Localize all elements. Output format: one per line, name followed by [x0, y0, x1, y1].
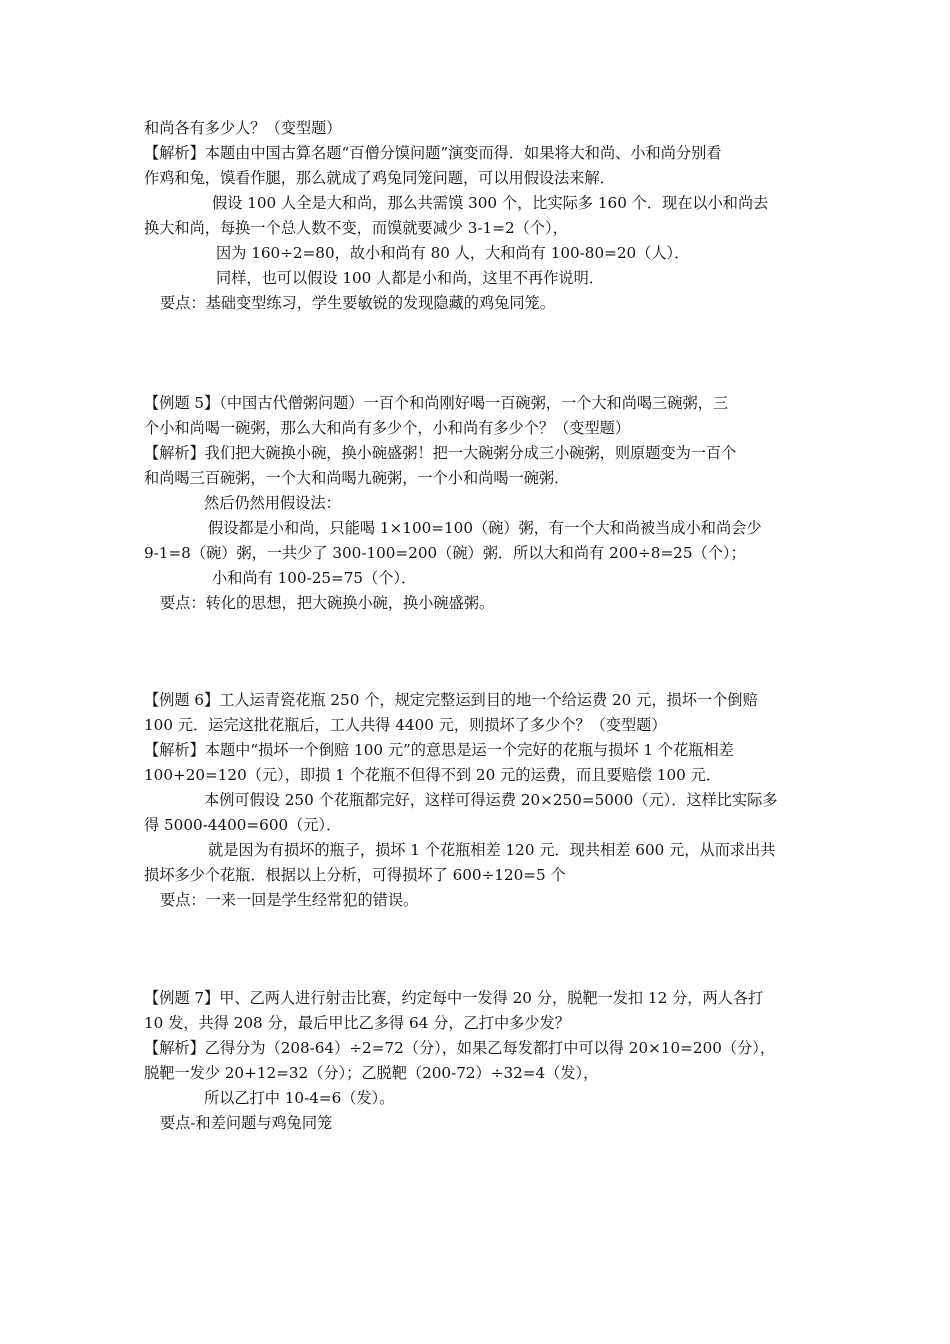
text-line: 【例题 6】工人运青瓷花瓶 250 个，规定完整运到目的地一个给运费 20 元，损坏一个倒赔 — [144, 691, 758, 709]
text-line: 【解析】本题中“损坏一个倒赔 100 元”的意思是运一个完好的花瓶与损坏 1 个花瓶相差 — [144, 741, 734, 759]
text-line: 和尚各有多少人？（变型题） — [144, 119, 342, 137]
text-line: 10 发，共得 208 分，最后甲比乙多得 64 分，乙打中多少发？ — [144, 1014, 570, 1032]
text-line: 脱靶一发少 20+12=32（分）；乙脱靶（200-72）÷32=4（发）， — [144, 1064, 599, 1082]
text-line: 100 元．运完这批花瓶后，工人共得 4400 元，则损坏了多少个？（变型题） — [144, 716, 667, 734]
text-line: 损坏多少个花瓶．根据以上分析，可得损坏了 600÷120=5 个 — [144, 866, 566, 884]
text-line: 小和尚有 100-25=75（个）． — [212, 569, 417, 587]
text-line: 【解析】我们把大碗换小碗，换小碗盛粥！把一大碗粥分成三小碗粥，则原题变为一百个 — [144, 444, 737, 462]
text-line: 就是因为有损坏的瓶子，损坏 1 个花瓶相差 120 元．现共相差 600 元，从而求出共 — [208, 841, 776, 859]
text-line: 同样，也可以假设 100 人都是小和尚，这里不再作说明． — [216, 269, 604, 287]
text-line: 假设 100 人全是大和尚，那么共需馍 300 个，比实际多 160 个．现在以小和尚去 — [212, 194, 769, 212]
text-line: 【例题 5】（中国古代僧粥问题）一百个和尚刚好喝一百碗粥，一个大和尚喝三碗粥，三 — [144, 394, 729, 412]
text-line: 得 5000-4400=600（元）． — [144, 816, 342, 834]
text-line: 换大和尚，每换一个总人数不变，而馍就要减少 3-1=2（个）， — [144, 219, 568, 237]
text-line: 所以乙打中 10-4=6（发）。 — [204, 1089, 395, 1107]
text-line: 要点-和差问题与鸡兔同笼 — [160, 1114, 333, 1132]
text-line: 作鸡和兔，馍看作腿，那么就成了鸡兔同笼问题，可以用假设法来解． — [144, 169, 615, 187]
text-line: 要点：一来一回是学生经常犯的错误。 — [160, 891, 419, 909]
text-line: 100+20=120（元），即损 1 个花瓶不但得不到 20 元的运费，而且要赔偿 100 元． — [144, 766, 721, 784]
text-line: 9-1=8（碗）粥，一共少了 300-100=200（碗）粥．所以大和尚有 200÷8=25（个）； — [144, 544, 746, 562]
text-line: 要点：基础变型练习，学生要敏锐的发现隐藏的鸡兔同笼。 — [160, 294, 555, 312]
text-line: 然后仍然用假设法： — [204, 494, 341, 512]
text-line: 要点：转化的思想，把大碗换小碗，换小碗盛粥。 — [160, 594, 495, 612]
text-line: 【解析】乙得分为（208-64）÷2=72（分），如果乙每发都打中可以得 20×10=200（分）， — [144, 1039, 776, 1057]
text-line: 本例可假设 250 个花瓶都完好，这样可得运费 20×250=5000（元）．这样比实际多 — [204, 791, 778, 809]
text-line: 【例题 7】甲、乙两人进行射击比赛，约定每中一发得 20 分，脱靶一发扣 12 分，两人各打 — [144, 989, 764, 1007]
text-line: 因为 160÷2=80，故小和尚有 80 人，大和尚有 100-80=20（人）． — [216, 244, 690, 262]
text-line: 【解析】本题由中国古算名题“百僧分馍问题”演变而得．如果将大和尚、小和尚分别看 — [144, 144, 722, 162]
text-line: 假设都是小和尚，只能喝 1×100=100（碗）粥，有一个大和尚被当成小和尚会少 — [208, 519, 762, 537]
text-line: 和尚喝三百碗粥，一个大和尚喝九碗粥，一个小和尚喝一碗粥． — [144, 469, 570, 487]
text-line: 个小和尚喝一碗粥，那么大和尚有多少个，小和尚有多少个？（变型题） — [144, 419, 630, 437]
